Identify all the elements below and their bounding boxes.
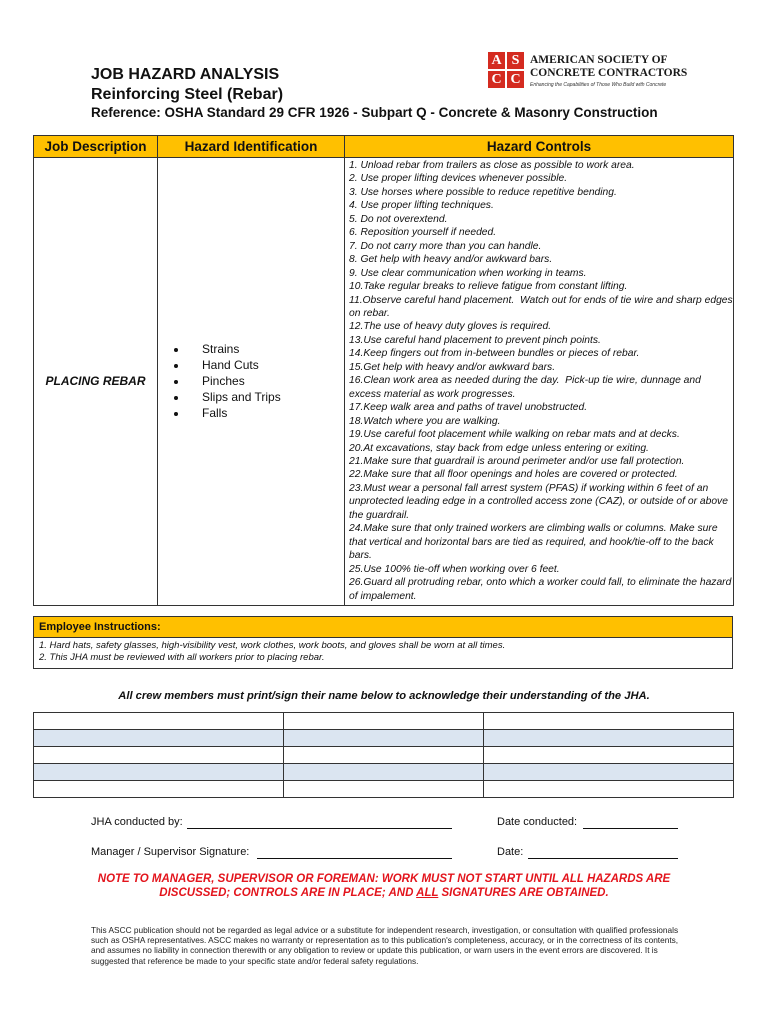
supervisor-note-line1: [0, 872, 768, 886]
instructions-header: Employee Instructions:: [34, 617, 733, 638]
control-item: 16.Clean work area as needed during the day. Pick-up tie wire, dunnage and excess material as work progresses.: [349, 375, 704, 400]
document-subtitle: Reinforcing Steel (Rebar): [91, 86, 284, 103]
signature-cell[interactable]: [284, 764, 484, 781]
control-item: 22.Make sure that all floor openings and holes are covered or protected.: [349, 469, 678, 481]
date-label: Date:: [497, 846, 524, 858]
signature-cell[interactable]: [34, 781, 284, 798]
signature-cell[interactable]: [484, 730, 734, 747]
logo-letter: C: [488, 71, 505, 88]
logo-mark: [488, 52, 526, 90]
control-item: 5. Do not overextend.: [349, 213, 448, 225]
control-item: 25.Use 100% tie-off when working over 6 feet.: [349, 563, 560, 575]
document-title: JOB HAZARD ANALYSIS: [91, 66, 280, 83]
disclaimer: This ASCC publication should not be regarded as legal advice or a substitute for independent research, investigation, or consultation with qualified professionals such as OSHA representatives. ASCC makes no warranty or representation as to this publication's completeness, accuracy, or in the correctness of its contents, and assumes no liability in connection therewith or any obligation to review or update this publication, or warn users in the event errors are discovered. It is suggested that reference be made to your specific state and/or federal safety regulations.: [91, 925, 679, 966]
control-item: 6. Reposition yourself if needed.: [349, 227, 497, 239]
signature-row: [34, 764, 734, 781]
table-header-row: [34, 136, 734, 158]
control-item: 4. Use proper lifting techniques.: [349, 200, 494, 212]
control-item: 7. Do not carry more than you can handle.: [349, 240, 542, 252]
signature-cell[interactable]: [484, 764, 734, 781]
control-item: 23.Must wear a personal fall arrest system (PFAS) if working within 6 feet of an unprotected leading edge in a controlled access zone (CAZ), or outside of or above the guardrail.: [349, 482, 731, 521]
signature-cell[interactable]: [284, 781, 484, 798]
date-line[interactable]: [528, 858, 678, 859]
instruction-item: 1. Hard hats, safety glasses, high-visibility vest, work clothes, work boots, and gloves shall be worn at all times.: [39, 640, 506, 651]
note-all-emphasis: ALL: [416, 887, 439, 899]
control-item: 3. Use horses where possible to reduce repetitive bending.: [349, 186, 617, 198]
logo-letter: A: [488, 52, 505, 69]
hazard-list: [158, 341, 344, 421]
signature-table: [33, 712, 734, 798]
signature-row: [34, 713, 734, 730]
control-item: 20.At excavations, stay back from edge unless entering or exiting.: [349, 442, 649, 454]
control-item: 2. Use proper lifting devices whenever possible.: [349, 173, 568, 185]
supervisor-signature-label: Manager / Supervisor Signature:: [91, 846, 250, 858]
hazard-identification: [158, 158, 345, 606]
logo-letter: C: [507, 71, 524, 88]
control-item: 19.Use careful foot placement while walking on rebar mats and at decks.: [349, 429, 680, 441]
signature-cell[interactable]: [484, 747, 734, 764]
hazard-item: • Hand Cuts: [188, 357, 344, 373]
control-item: 24.Make sure that only trained workers are climbing walls or columns. Make sure that vertical and horizontal bars are tied as required, and hook/tie-off to the back bars.: [349, 523, 721, 562]
signature-cell[interactable]: [34, 764, 284, 781]
logo-name: [530, 54, 687, 80]
control-item: 14.Keep fingers out from in-between bundles or pieces of rebar.: [349, 348, 640, 360]
date-conducted-line[interactable]: [583, 828, 678, 829]
ascc-logo: [488, 52, 698, 96]
header-job-description: Job Description: [34, 136, 158, 158]
control-item: 17.Keep walk area and paths of travel unobstructed.: [349, 402, 588, 414]
supervisor-signature-line[interactable]: [257, 858, 452, 859]
signature-cell[interactable]: [284, 713, 484, 730]
control-item: 13.Use careful hand placement to prevent pinch points.: [349, 334, 601, 346]
control-item: 15.Get help with heavy and/or awkward bars.: [349, 361, 556, 373]
hazard-item: • Strains: [188, 341, 344, 357]
control-item: 10.Take regular breaks to relieve fatigue from constant lifting.: [349, 281, 628, 293]
date-conducted-label: Date conducted:: [497, 816, 578, 828]
hazard-controls: [345, 158, 734, 606]
instructions-body: [34, 638, 733, 669]
header-hazard-controls: Hazard Controls: [345, 136, 734, 158]
logo-letter: S: [507, 52, 524, 69]
note-warning-end: SIGNATURES ARE OBTAINED.: [438, 887, 609, 899]
employee-instructions: [33, 616, 733, 669]
signature-cell[interactable]: [484, 781, 734, 798]
note-warning-cont: DISCUSSED; CONTROLS ARE IN PLACE; AND: [159, 887, 417, 899]
logo-name-line1: AMERICAN SOCIETY OF: [530, 54, 668, 66]
table-row: [34, 158, 734, 606]
job-description: PLACING REBAR: [34, 158, 158, 606]
signature-cell[interactable]: [34, 730, 284, 747]
control-item: 18.Watch where you are walking.: [349, 415, 501, 427]
signature-cell[interactable]: [284, 747, 484, 764]
supervisor-note-line2: [0, 886, 768, 900]
header-hazard-identification: Hazard Identification: [158, 136, 345, 158]
hazard-item: • Falls: [188, 405, 344, 421]
control-item: 8. Get help with heavy and/or awkward bars.: [349, 254, 553, 266]
reference-line: Reference: OSHA Standard 29 CFR 1926 - Subpart Q - Concrete & Masonry Construction: [91, 105, 658, 120]
signature-row: [34, 781, 734, 798]
note-lead: NOTE TO MANAGER, SUPERVISOR OR FOREMAN:: [97, 873, 382, 885]
signature-cell[interactable]: [284, 730, 484, 747]
note-warning: WORK MUST NOT START UNTIL ALL HAZARDS ARE: [381, 873, 671, 885]
control-item: 12.The use of heavy duty gloves is required.: [349, 321, 552, 333]
jha-conducted-by-line[interactable]: [187, 828, 452, 829]
hazard-table: [33, 135, 734, 606]
hazard-item: • Pinches: [188, 373, 344, 389]
signature-row: [34, 730, 734, 747]
hazard-item: • Slips and Trips: [188, 389, 344, 405]
logo-tagline: Enhancing the Capabilities of Those Who Build with Concrete: [530, 82, 667, 88]
control-item: 9. Use clear communication when working in teams.: [349, 267, 587, 279]
control-item: 26.Guard all protruding rebar, onto which a worker could fall, to eliminate the hazard of impalement.: [349, 577, 735, 602]
logo-name-line2: CONCRETE CONTRACTORS: [530, 67, 688, 79]
control-item: 11.Observe careful hand placement. Watch out for ends of tie wire and sharp edges on rebar.: [349, 294, 736, 319]
acknowledgement-text: All crew members must print/sign their name below to acknowledge their understanding of the JHA.: [118, 690, 650, 702]
signature-cell[interactable]: [34, 713, 284, 730]
instruction-item: 2. This JHA must be reviewed with all workers prior to placing rebar.: [39, 652, 325, 663]
signature-row: [34, 747, 734, 764]
signature-cell[interactable]: [34, 747, 284, 764]
jha-conducted-by-label: JHA conducted by:: [91, 816, 183, 828]
control-item: 21.Make sure that guardrail is around perimeter and/or use fall protection.: [349, 455, 685, 467]
control-item: 1. Unload rebar from trailers as close as possible to work area.: [349, 160, 635, 171]
signature-cell[interactable]: [484, 713, 734, 730]
